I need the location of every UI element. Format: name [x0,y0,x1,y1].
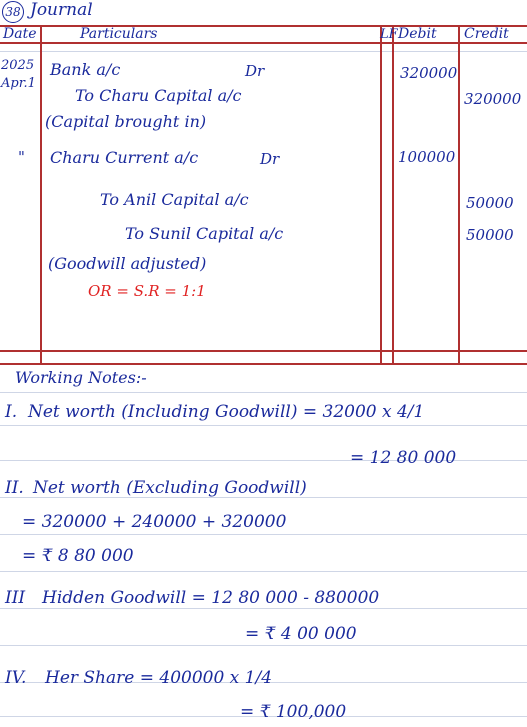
ruled-line [0,534,527,535]
note1-text: Net worth (Including Goodwill) = 32000 x 4/1 [28,402,425,422]
entry2-credit-amount-1: 50000 [466,194,514,212]
entry2-credit-amount-2: 50000 [466,226,514,244]
entry2-dr: Dr [260,150,280,168]
entry1-debit-account: Bank a/c [50,60,121,79]
table-total-rule [0,363,527,365]
entry2-credit-account-2: To Sunil Capital a/c [125,224,284,243]
header-lf: LF [380,27,398,42]
lf-column-rule [380,25,382,363]
entry1-credit-amount: 320000 [464,90,522,108]
note3-text: Hidden Goodwill = 12 80 000 - 880000 [42,588,380,608]
entry1-debit-amount: 320000 [400,64,458,82]
note1-result: = 12 80 000 [350,448,457,468]
profit-ratio-note: OR = S.R = 1:1 [88,282,206,300]
entry-date-month: Apr.1 [1,76,36,91]
note3-result: = ₹ 4 00 000 [245,624,357,644]
entry1-dr: Dr [245,62,265,80]
note3-label: III [5,588,26,608]
table-bottom-rule [0,350,527,352]
entry2-credit-account-1: To Anil Capital a/c [100,190,249,209]
note2-text: Net worth (Excluding Goodwill) [33,478,307,498]
page-title: Journal [30,0,93,20]
question-number-badge: 38 [2,1,24,23]
header-debit: Debit [398,26,437,42]
table-header-rule [0,42,527,44]
entry2-narration: (Goodwill adjusted) [48,254,207,273]
note4-result: = ₹ 100,000 [240,702,347,722]
note4-label: IV. [5,668,27,688]
note2-label: II. [5,478,24,498]
ruled-line [0,425,527,426]
ruled-line [0,51,527,52]
entry2-debit-amount: 100000 [398,148,456,166]
header-credit: Credit [464,26,509,42]
entry2-ditto-mark: " [18,148,25,166]
header-date: Date [3,26,37,42]
entry1-narration: (Capital brought in) [45,112,207,131]
note2-line3: = ₹ 8 80 000 [22,546,134,566]
note4-text: Her Share = 400000 x 1/4 [45,668,273,688]
credit-column-rule [458,25,460,363]
date-column-rule [40,25,42,363]
note1-label: I. [5,402,18,422]
entry-date-year: 2025 [1,58,35,73]
entry1-credit-account: To Charu Capital a/c [75,86,242,105]
note2-line2: = 320000 + 240000 + 320000 [22,512,287,532]
ruled-line [0,571,527,572]
working-notes-title: Working Notes:- [15,368,147,387]
ruled-line [0,392,527,393]
header-particulars: Particulars [80,26,158,42]
entry2-debit-account: Charu Current a/c [50,148,199,167]
ruled-line [0,608,527,609]
debit-column-rule [392,25,394,363]
ruled-line [0,645,527,646]
